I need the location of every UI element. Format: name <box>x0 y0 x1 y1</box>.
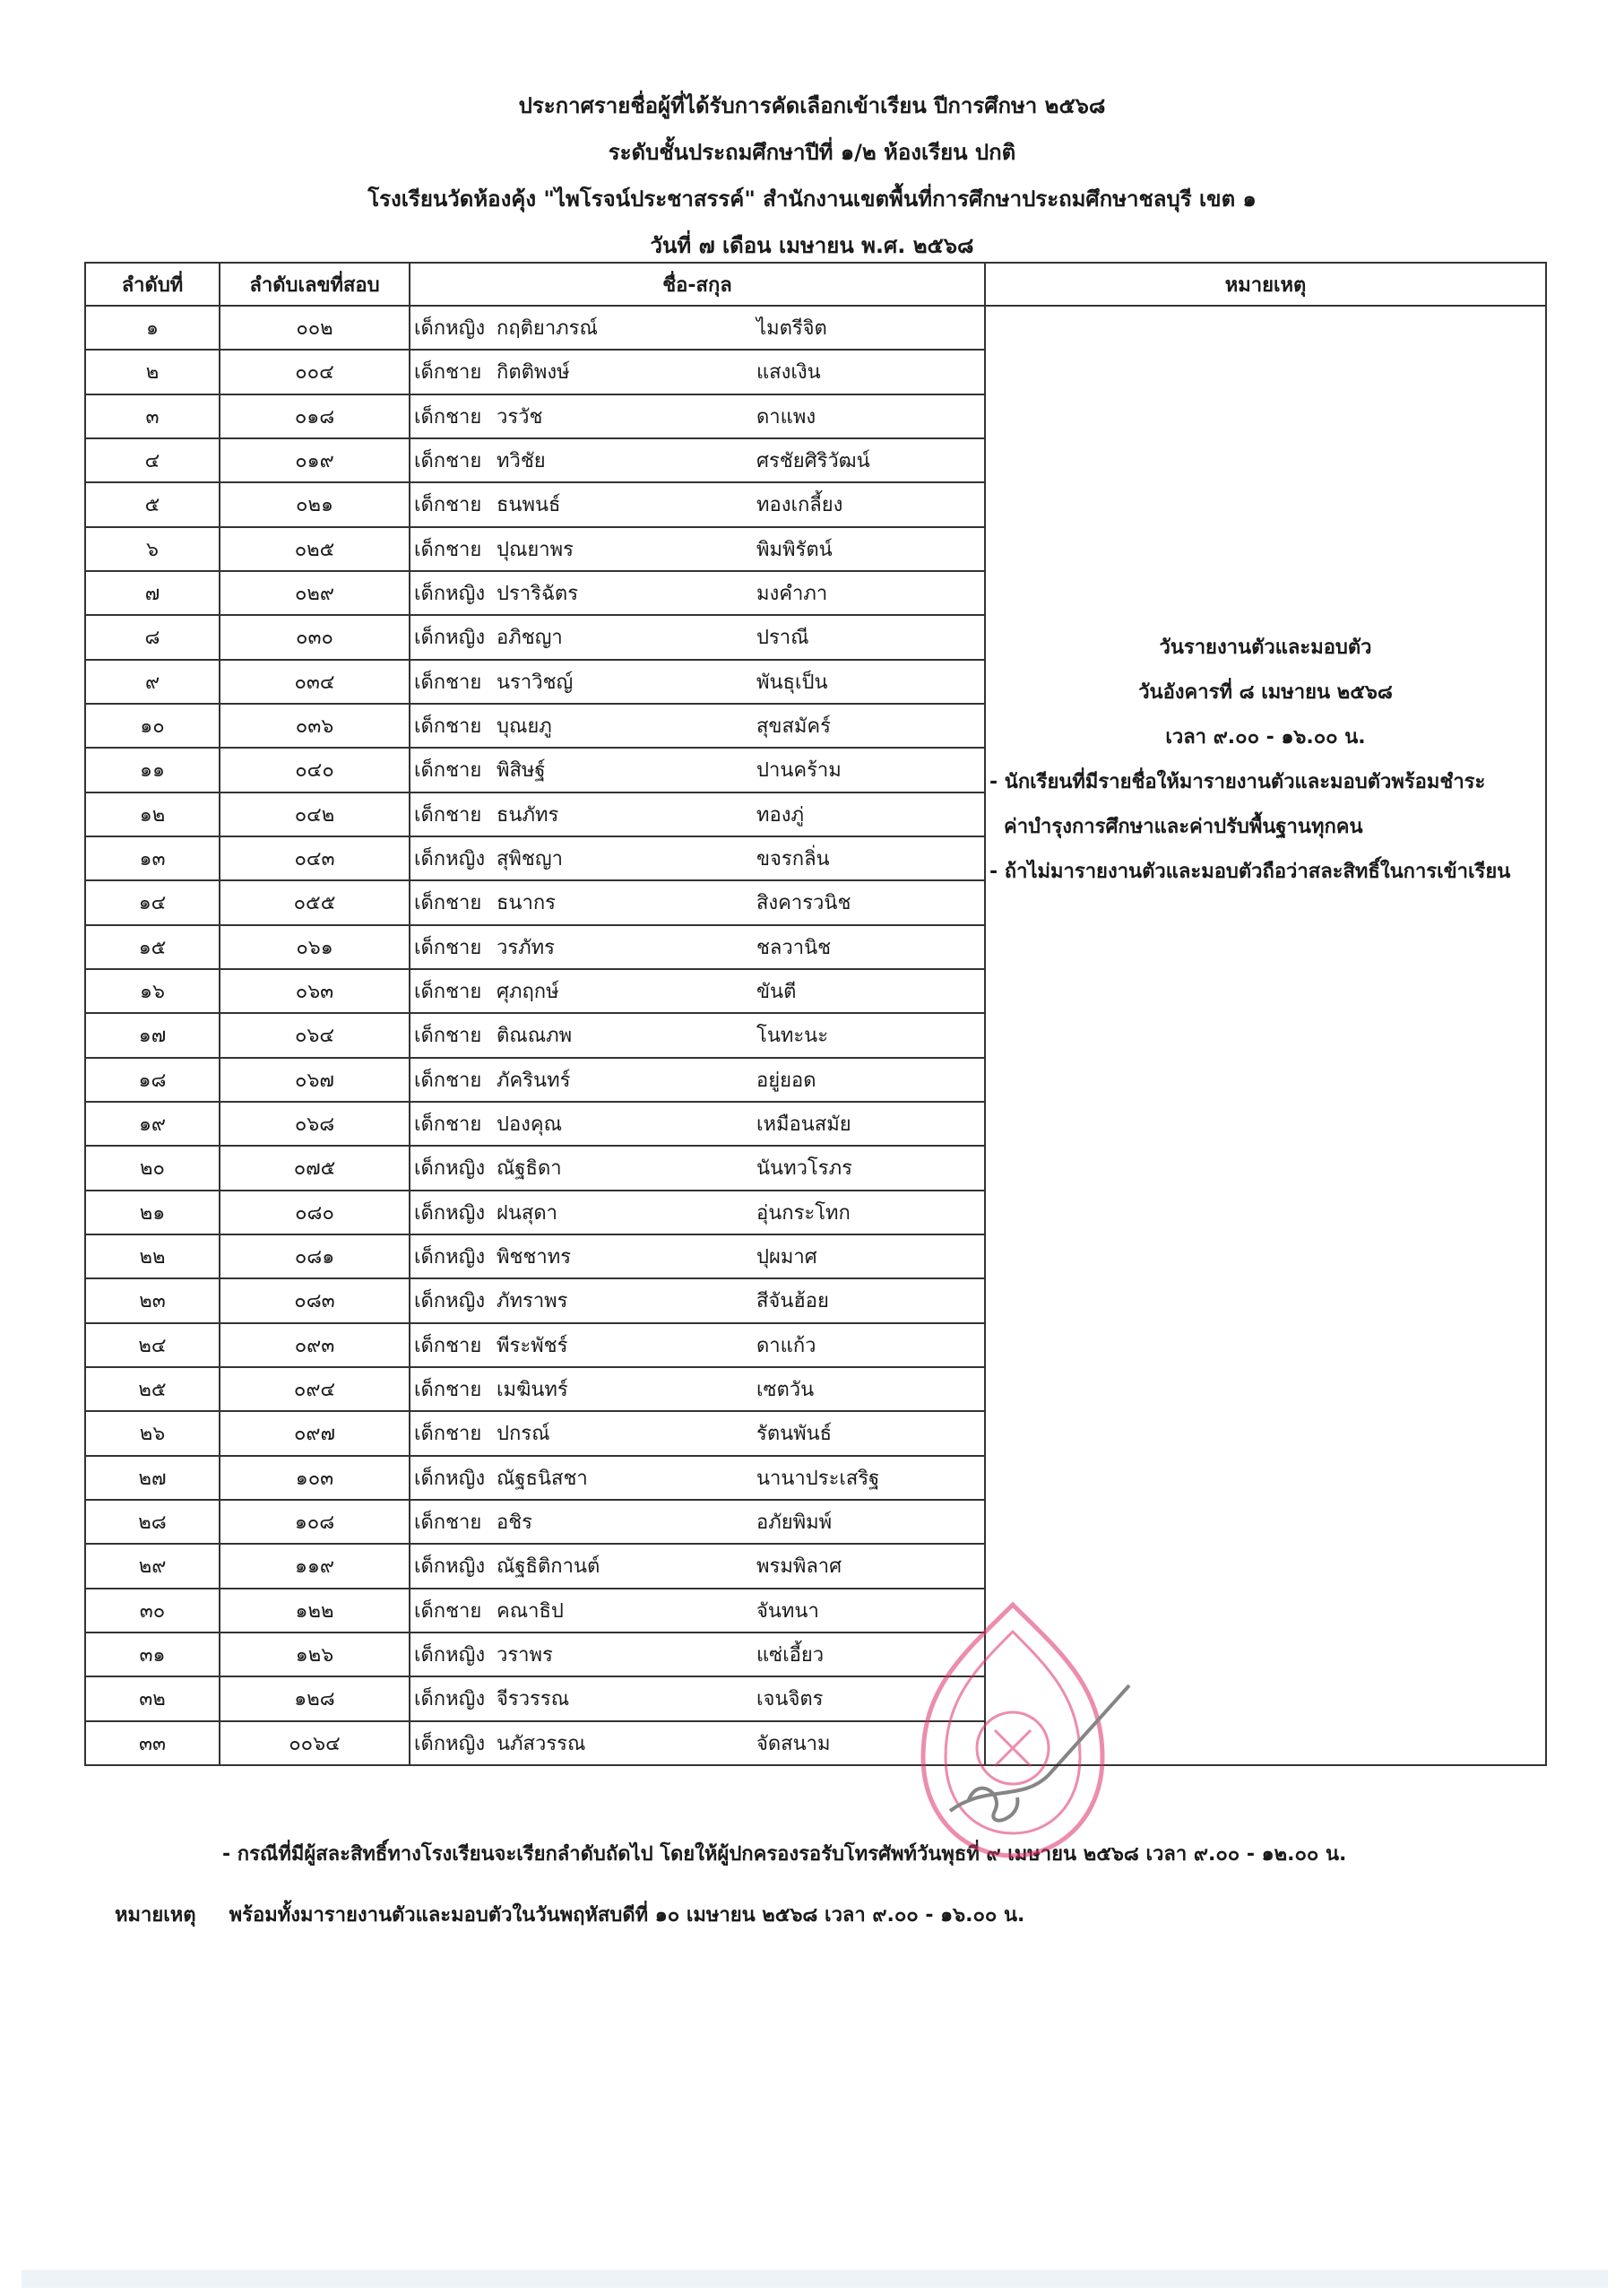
first-name: ณัฐธิติกานต์ <box>497 1555 600 1579</box>
row-exam-no: ๑๐๓ <box>220 1456 410 1500</box>
last-name: พันธุเป็น <box>756 671 828 694</box>
row-exam-no: ๑๒๒ <box>220 1589 410 1632</box>
row-exam-no: ๐๕๕ <box>220 880 410 924</box>
row-full-name <box>410 1191 985 1234</box>
row-exam-no: ๐๙๗ <box>220 1411 410 1455</box>
last-name: ขันตี <box>756 981 797 1004</box>
last-name: ปราณี <box>756 627 809 650</box>
name-parts <box>410 1722 984 1763</box>
row-exam-no: ๐๔๓ <box>220 836 410 880</box>
row-full-name <box>410 880 985 924</box>
last-name: ปุผมาศ <box>756 1246 817 1269</box>
row-seq: ๑๐ <box>85 704 220 748</box>
name-parts <box>410 617 984 658</box>
name-parts <box>410 1546 984 1587</box>
last-name: ชลวานิช <box>756 936 832 959</box>
row-seq: ๗ <box>85 571 220 615</box>
scan-edge-band <box>22 2270 1608 2288</box>
first-name: พิสิษฐ์ <box>497 759 546 783</box>
name-parts <box>410 1015 984 1056</box>
name-parts <box>410 749 984 791</box>
first-name: จีรวรรณ <box>497 1688 570 1711</box>
name-prefix: เด็กชาย <box>414 1379 482 1402</box>
row-full-name <box>410 1676 985 1720</box>
first-name: ติณณภพ <box>497 1025 573 1048</box>
name-parts <box>410 926 984 967</box>
last-name: มงคำภา <box>756 583 828 606</box>
row-full-name <box>410 615 985 659</box>
row-exam-no: ๑๑๙ <box>220 1544 410 1588</box>
last-name: อภัยพิมพ์ <box>756 1511 833 1535</box>
last-name: แสงเงิน <box>756 361 821 385</box>
row-exam-no: ๑๒๖ <box>220 1632 410 1676</box>
row-seq: ๑๗ <box>85 1013 220 1057</box>
last-name: รัตนพันธ์ <box>756 1423 833 1446</box>
name-prefix: เด็กชาย <box>414 936 482 959</box>
name-parts <box>410 440 984 481</box>
name-prefix: เด็กชาย <box>414 1423 482 1446</box>
header-name: ชื่อ-สกุล <box>410 263 985 306</box>
name-prefix: เด็กหญิง <box>414 317 486 341</box>
name-prefix: เด็กชาย <box>414 538 482 561</box>
row-exam-no: ๐๐๖๔ <box>220 1721 410 1766</box>
row-seq: ๒๖ <box>85 1411 220 1455</box>
row-seq: ๓ <box>85 394 220 438</box>
name-parts <box>410 1678 984 1719</box>
row-exam-no: ๐๒๕ <box>220 527 410 571</box>
header-remark: หมายเหตุ <box>985 263 1546 306</box>
name-parts <box>410 1280 984 1321</box>
row-seq: ๒๗ <box>85 1456 220 1500</box>
row-seq: ๒๙ <box>85 1544 220 1588</box>
row-seq: ๓๐ <box>85 1589 220 1632</box>
name-parts <box>410 484 984 525</box>
row-seq: ๑ <box>85 306 220 350</box>
name-parts <box>410 1589 984 1631</box>
row-seq: ๒๒ <box>85 1234 220 1278</box>
row-exam-no: ๐๑๘ <box>220 394 410 438</box>
name-prefix: เด็กหญิง <box>414 848 486 871</box>
name-parts <box>410 1413 984 1454</box>
last-name: จันทนา <box>756 1599 819 1623</box>
row-exam-no: ๐๙๔ <box>220 1367 410 1411</box>
name-prefix: เด็กหญิง <box>414 627 486 650</box>
row-exam-no: ๐๓๔ <box>220 660 410 704</box>
student-roster-table <box>84 262 1547 1766</box>
footnote-label: หมายเหตุ <box>115 1904 196 1927</box>
remark-bullet-payment: - นักเรียนที่มีรายชื่อให้มารายงานตัวและมอบตัวพร้อมชำระ <box>989 771 1486 793</box>
row-full-name <box>410 1367 985 1411</box>
row-full-name <box>410 1411 985 1455</box>
row-full-name <box>410 1589 985 1632</box>
first-name: นราวิชญ์ <box>497 671 574 694</box>
row-seq: ๖ <box>85 527 220 571</box>
row-full-name <box>410 394 985 438</box>
row-full-name <box>410 1456 985 1500</box>
row-full-name <box>410 1500 985 1544</box>
row-seq: ๓๑ <box>85 1632 220 1676</box>
last-name: สิงคารวนิช <box>756 892 851 915</box>
row-exam-no: ๐๔๐ <box>220 748 410 792</box>
last-name: ดาแก้ว <box>756 1334 816 1357</box>
last-name: เจนจิตร <box>756 1688 824 1711</box>
first-name: ธนากร <box>497 892 556 915</box>
first-name: ปราริฉัตร <box>497 583 579 606</box>
name-prefix: เด็กชาย <box>414 450 482 473</box>
name-parts <box>410 793 984 835</box>
first-name: นภัสวรรณ <box>497 1732 586 1755</box>
last-name: เหมือนสมัย <box>756 1113 851 1137</box>
first-name: ธนพนธ์ <box>497 494 561 517</box>
row-exam-no: ๐๘๐ <box>220 1191 410 1234</box>
row-full-name <box>410 748 985 792</box>
name-prefix: เด็กชาย <box>414 1025 482 1048</box>
row-full-name <box>410 1234 985 1278</box>
row-full-name <box>410 350 985 394</box>
row-exam-no: ๐๐๔ <box>220 350 410 394</box>
first-name: ภัครินทร์ <box>497 1069 571 1092</box>
first-name: ณัฐธิดา <box>497 1157 562 1181</box>
row-full-name <box>410 571 985 615</box>
last-name: ศรชัยศิริวัฒน์ <box>756 450 870 473</box>
row-full-name <box>410 1278 985 1322</box>
last-name: ทองภู่ <box>756 803 804 827</box>
first-name: พีระพัชร์ <box>497 1334 568 1357</box>
header-exam-no: ลำดับเลขที่สอบ <box>220 263 410 306</box>
name-parts <box>410 1369 984 1410</box>
first-name: ณัฐธนิสชา <box>497 1467 588 1490</box>
header-school: โรงเรียนวัดห้องคุ้ง "ไพโรจน์ประชาสรรค์" สำนักงานเขตพื้นที่การศึกษาประถมศึกษาชลบุรี เขต ๑ <box>367 186 1257 212</box>
remark-bullet-payment-cont: ค่าบำรุงการศึกษาและค่าปรับพื้นฐานทุกคน <box>1004 816 1363 838</box>
row-full-name <box>410 1013 985 1057</box>
table-row <box>85 306 1546 350</box>
first-name: ภัทราพร <box>497 1290 568 1313</box>
first-name: กิตติพงษ์ <box>497 361 570 385</box>
row-full-name <box>410 836 985 880</box>
row-full-name <box>410 1146 985 1190</box>
first-name: อภิชญา <box>497 627 563 650</box>
name-prefix: เด็กหญิง <box>414 1644 486 1667</box>
row-seq: ๑๒ <box>85 792 220 836</box>
name-parts <box>410 971 984 1012</box>
name-parts <box>410 307 984 349</box>
row-exam-no: ๐๖๗ <box>220 1058 410 1102</box>
name-parts <box>410 1324 984 1365</box>
row-exam-no: ๐๘๑ <box>220 1234 410 1278</box>
first-name: วรภัทร <box>497 936 555 959</box>
remark-cell <box>985 306 1546 1765</box>
name-parts <box>410 1191 984 1233</box>
row-full-name <box>410 1323 985 1367</box>
last-name: แซ่เอี้ยว <box>756 1644 825 1667</box>
name-prefix: เด็กชาย <box>414 803 482 827</box>
name-prefix: เด็กชาย <box>414 759 482 783</box>
name-prefix: เด็กชาย <box>414 405 482 429</box>
first-name: ธนภัทร <box>497 803 559 827</box>
first-name: ฝนสุดา <box>497 1201 557 1225</box>
first-name: ศุภฤกษ์ <box>497 981 559 1004</box>
last-name: พิมพิรัตน์ <box>756 538 833 561</box>
remark-title: วันรายงานตัวและมอบตัว <box>1159 637 1372 659</box>
row-exam-no: ๐๘๓ <box>220 1278 410 1322</box>
name-parts <box>410 1236 984 1277</box>
last-name: จัดสนาม <box>756 1732 831 1755</box>
row-full-name <box>410 306 985 350</box>
last-name: ขจรกลิ่น <box>756 848 830 871</box>
name-prefix: เด็กชาย <box>414 715 482 739</box>
first-name: กฤติยาภรณ์ <box>497 317 598 341</box>
row-exam-no: ๐๖๘ <box>220 1102 410 1146</box>
name-parts <box>410 351 984 393</box>
row-full-name <box>410 969 985 1013</box>
first-name: ปุณยาพร <box>497 538 574 561</box>
row-seq: ๒๐ <box>85 1146 220 1190</box>
name-prefix: เด็กหญิง <box>414 1201 486 1225</box>
name-parts <box>410 882 984 923</box>
last-name: สีจันฮ้อย <box>756 1290 829 1313</box>
name-parts <box>410 706 984 747</box>
footnote-waitlist: - กรณีที่มีผู้สละสิทธิ์ทางโรงเรียนจะเรียกลำดับถัดไป โดยให้ผู้ปกครองรอรับโทรศัพท์วันพุธที่ ๙ เมษายน ๒๕๖๘ เวลา ๙.๐๐ - ๑๒.๐๐ น. <box>222 1843 1347 1866</box>
row-full-name <box>410 1544 985 1588</box>
row-exam-no: ๐๗๕ <box>220 1146 410 1190</box>
first-name: อชิร <box>497 1511 532 1535</box>
name-prefix: เด็กหญิง <box>414 583 486 606</box>
last-name: สุขสมัคร์ <box>756 715 831 739</box>
name-parts <box>410 838 984 879</box>
last-name: เซตวัน <box>756 1379 815 1402</box>
first-name: วรวัช <box>497 405 543 429</box>
row-exam-no: ๑๒๘ <box>220 1676 410 1720</box>
name-prefix: เด็กหญิง <box>414 1732 486 1755</box>
row-seq: ๑๘ <box>85 1058 220 1102</box>
name-prefix: เด็กหญิง <box>414 1157 486 1181</box>
name-prefix: เด็กชาย <box>414 1599 482 1623</box>
name-prefix: เด็กหญิง <box>414 1688 486 1711</box>
row-seq: ๓๓ <box>85 1721 220 1766</box>
last-name: ไมตรีจิต <box>756 317 827 341</box>
remark-bullet-forfeit: - ถ้าไม่มารายงานตัวและมอบตัวถือว่าสละสิทธิ์ในการเข้าเรียน <box>989 861 1511 883</box>
name-prefix: เด็กหญิง <box>414 1246 486 1269</box>
row-seq: ๙ <box>85 660 220 704</box>
row-full-name <box>410 925 985 969</box>
name-parts <box>410 395 984 437</box>
name-parts <box>410 1148 984 1189</box>
row-exam-no: ๐๖๔ <box>220 1013 410 1057</box>
remark-time: เวลา ๙.๐๐ - ๑๖.๐๐ น. <box>1165 726 1366 749</box>
name-parts <box>410 573 984 614</box>
name-prefix: เด็กชาย <box>414 361 482 385</box>
name-parts <box>410 528 984 569</box>
row-seq: ๓๒ <box>85 1676 220 1720</box>
last-name: นันทวโรภร <box>756 1157 852 1181</box>
row-full-name <box>410 1058 985 1102</box>
last-name: ทองเกลี้ยง <box>756 494 843 517</box>
header-date: วันที่ ๗ เดือน เมษายน พ.ศ. ๒๕๖๘ <box>650 233 974 258</box>
first-name: บุณยภู <box>497 715 552 739</box>
name-prefix: เด็กชาย <box>414 1511 482 1535</box>
row-seq: ๑๙ <box>85 1102 220 1146</box>
last-name: พรมพิลาศ <box>756 1555 842 1579</box>
row-seq: ๑๑ <box>85 748 220 792</box>
first-name: ปกรณ์ <box>497 1423 550 1446</box>
first-name: ทวิชัย <box>497 450 546 473</box>
last-name: อุ่นกระโทก <box>756 1201 851 1225</box>
row-exam-no: ๐๒๑ <box>220 482 410 526</box>
name-parts <box>410 1104 984 1145</box>
first-name: วราพร <box>497 1644 553 1667</box>
first-name: พิชชาทร <box>497 1246 572 1269</box>
last-name: ปานคร้าม <box>756 759 842 783</box>
remark-box <box>986 307 1545 1764</box>
name-prefix: เด็กชาย <box>414 1113 482 1137</box>
row-exam-no: ๐๔๒ <box>220 792 410 836</box>
row-full-name <box>410 1721 985 1766</box>
row-exam-no: ๐๓๐ <box>220 615 410 659</box>
name-parts <box>410 1502 984 1543</box>
row-seq: ๒๔ <box>85 1323 220 1367</box>
row-seq: ๒ <box>85 350 220 394</box>
row-full-name <box>410 704 985 748</box>
name-prefix: เด็กชาย <box>414 981 482 1004</box>
name-prefix: เด็กหญิง <box>414 1467 486 1490</box>
last-name: อยู่ยอด <box>756 1069 816 1092</box>
name-prefix: เด็กหญิง <box>414 1555 486 1579</box>
row-seq: ๕ <box>85 482 220 526</box>
row-full-name <box>410 438 985 482</box>
header-title: ประกาศรายชื่อผู้ที่ได้รับการคัดเลือกเข้าเรียน ปีการศึกษา ๒๕๖๘ <box>518 93 1106 118</box>
name-parts <box>410 1059 984 1100</box>
row-exam-no: ๐๑๙ <box>220 438 410 482</box>
row-full-name <box>410 660 985 704</box>
first-name: เมฆินทร์ <box>497 1379 568 1402</box>
row-seq: ๘ <box>85 615 220 659</box>
header-level: ระดับชั้นประถมศึกษาปีที่ ๑/๒ ห้องเรียน ปกติ <box>608 140 1016 165</box>
roster-body <box>85 306 1546 1765</box>
name-parts <box>410 661 984 702</box>
row-exam-no: ๐๖๓ <box>220 969 410 1013</box>
row-exam-no: ๑๐๘ <box>220 1500 410 1544</box>
row-seq: ๔ <box>85 438 220 482</box>
row-exam-no: ๐๖๑ <box>220 925 410 969</box>
row-seq: ๑๔ <box>85 880 220 924</box>
row-full-name <box>410 792 985 836</box>
row-seq: ๒๕ <box>85 1367 220 1411</box>
name-prefix: เด็กชาย <box>414 671 482 694</box>
name-parts <box>410 1457 984 1498</box>
last-name: นานาประเสริฐ <box>756 1467 880 1490</box>
footnote-remark <box>115 1899 1024 1930</box>
name-prefix: เด็กหญิง <box>414 1290 486 1313</box>
announcement-header <box>0 82 1624 269</box>
footnote-report-text: พร้อมทั้งมารายงานตัวและมอบตัวในวันพฤหัสบดีที่ ๑๐ เมษายน ๒๕๖๘ เวลา ๙.๐๐ - ๑๖.๐๐ น. <box>229 1904 1025 1927</box>
row-exam-no: ๐๒๙ <box>220 571 410 615</box>
last-name: ดาแพง <box>756 405 816 429</box>
row-exam-no: ๐๙๓ <box>220 1323 410 1367</box>
row-seq: ๑๖ <box>85 969 220 1013</box>
row-seq: ๒๑ <box>85 1191 220 1234</box>
first-name: สุพิชญา <box>497 848 563 871</box>
row-seq: ๒๘ <box>85 1500 220 1544</box>
first-name: ปองคุณ <box>497 1113 563 1137</box>
name-parts <box>410 1634 984 1676</box>
row-seq: ๒๓ <box>85 1278 220 1322</box>
row-exam-no: ๐๓๖ <box>220 704 410 748</box>
row-exam-no: ๐๐๒ <box>220 306 410 350</box>
name-prefix: เด็กชาย <box>414 1069 482 1092</box>
remark-date: วันอังคารที่ ๘ เมษายน ๒๕๖๘ <box>1138 681 1393 704</box>
row-full-name <box>410 527 985 571</box>
name-prefix: เด็กชาย <box>414 892 482 915</box>
row-full-name <box>410 1102 985 1146</box>
row-full-name <box>410 1632 985 1676</box>
name-prefix: เด็กชาย <box>414 494 482 517</box>
header-seq: ลำดับที่ <box>85 263 220 306</box>
row-seq: ๑๕ <box>85 925 220 969</box>
name-prefix: เด็กชาย <box>414 1334 482 1357</box>
last-name: โนทะนะ <box>756 1025 829 1048</box>
first-name: คณาธิป <box>497 1599 564 1623</box>
row-seq: ๑๓ <box>85 836 220 880</box>
table-header-row <box>85 263 1546 306</box>
row-full-name <box>410 482 985 526</box>
